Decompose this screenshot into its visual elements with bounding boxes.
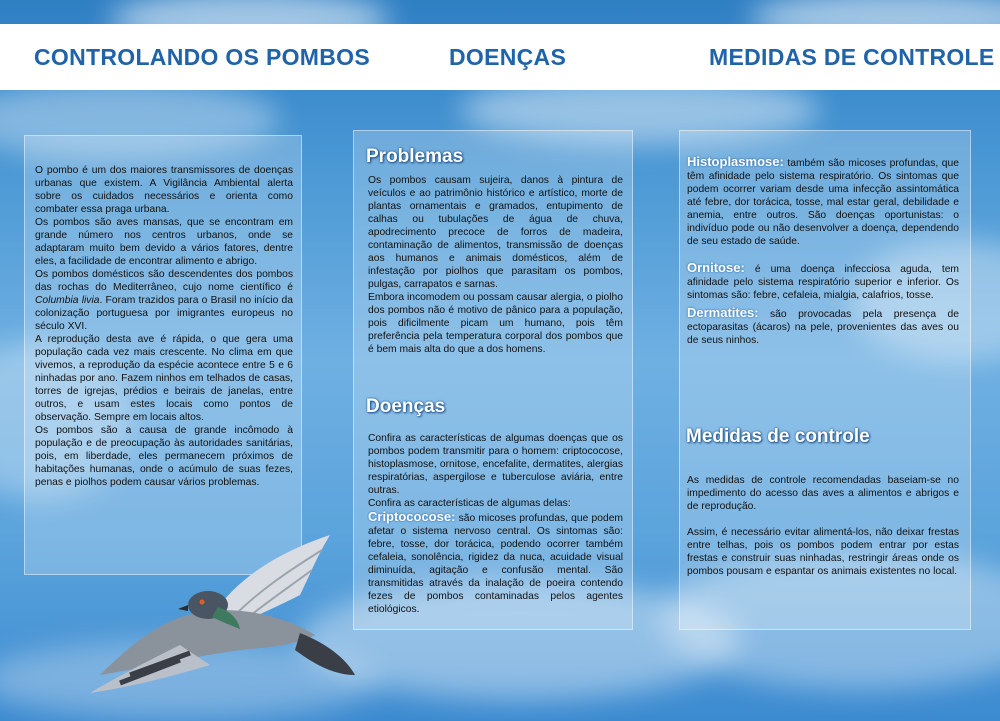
paragraph-reproducao: A reprodução desta ave é rápida, o que gera uma população cada vez mais crescente. No clima em que vivemos, a reprodução da espécie acontece entre 5 e 6 ninhadas por ano. Fazem ninhos em telhados de casas, torres de igrejas, prédios e beirais de janelas, entre outros, e usam estes locais como pontos de observação. Sempre em locais altos. xyxy=(35,334,293,423)
pigeon-illustration xyxy=(60,525,360,695)
heading-problemas: Problemas xyxy=(366,146,464,167)
doencas-paragraph-1: Confira as características de algumas doenças que os pombos podem transmitir para o homem: criptococose, histoplasmose, ornitose, encefalite, dermatites, alergias respiratórias, aspergilose e tuberculose aviária, entre outras. xyxy=(368,433,623,496)
doencas-text xyxy=(368,432,623,616)
title-doencas: DOENÇAS xyxy=(449,44,567,70)
problemas-paragraph-1: Os pombos causam sujeira, danos à pintura de veículos e ao patrimônio histórico e artístico, morte de plantas ornamentais e gramados, entupimento de calhas ou tubulações de água de chuva, apodrecimento precoce de forros de madeira, contaminação de alimentos, transmissão de doenças aos humanos e animais domésticos, além de infestação por piolhos que parasitam os pombos, pulgas, carrapatos e sarnas. xyxy=(368,175,623,290)
histoplasmose-paragraph: Histoplasmose: também são micoses profundas, que têm afinidade pelo sistema respiratório. Os sintomas que podem ocorrer variam desde uma infecção assintomática até febre, dor torácica, tosse, mal estar geral, debilidade e anemia, entre outros. São doenças oportunistas: o indivíduo pode ou não desenvolver a doença, dependendo de seu estado de saúde. xyxy=(687,154,959,247)
doencas-paragraph-2: Confira as características de algumas delas: xyxy=(368,498,571,509)
right-diseases-text xyxy=(687,155,959,347)
paragraph-incomodo: Os pombos são a causa de grande incômodo à população e de preocupação às autoridades sanitárias, pois, em liberdade, eles permanecem próximos de habitações humanas, onde o acúmulo de suas fezes, penas e piolhos podem causar vários problemas. xyxy=(35,425,293,488)
ornitose-paragraph: Ornitose: é uma doença infecciosa aguda, tem afinidade pelo sistema respiratório superior e inferior. Os sintomas são: febre, cefaleia, mialgia, calafrios, tosse. xyxy=(687,260,959,301)
problemas-paragraph-2: Embora incomodem ou possam causar alergia, o piolho dos pombos não é motivo de pânico para a população, pois dificilmente picam um humano, pois têm preferência pela temperatura corporal dos pombos que é bem mais alta do que a dos homens. xyxy=(368,292,623,355)
term-histoplasmose: Histoplasmose: xyxy=(687,154,784,169)
controle-text xyxy=(687,474,959,578)
header-banner xyxy=(0,24,1000,90)
paragraph-mansas: Os pombos são aves mansas, que se encontram em grande número nos centros urbanos, onde se adaptaram muito bem devido a vários fatores, dentre eles, a facilidade de encontrar alimento e abrigo. xyxy=(35,217,293,267)
controle-paragraph-2: Assim, é necessário evitar alimentá-los, não deixar frestas entre telhas, pois os pombos podem entrar por estas frestas e construir suas ninhadas, restringir áreas onde os pombos pousam e espantar os animais existentes no local. xyxy=(687,527,959,577)
term-criptococose: Criptococose: xyxy=(368,509,456,524)
title-controlando-os-pombos: CONTROLANDO OS POMBOS xyxy=(34,44,370,70)
term-ornitose: Ornitose: xyxy=(687,260,745,275)
species-name: Columbia livia xyxy=(35,295,100,306)
paragraph-origem: Os pombos domésticos são descendentes dos pombos das rochas do Mediterrâneo, cujo nome científico é Columbia livia. Foram trazidos para o Brasil no início da colonização portuguesa por imigrantes europeus no século XVI. xyxy=(35,269,293,332)
left-text xyxy=(35,164,293,489)
dermatites-paragraph: Dermatites: são provocadas pela presença de ectoparasitas (ácaros) na pele, provenientes das aves ou de seus ninhos. xyxy=(687,305,959,346)
intro-paragraph: O pombo é um dos maiores transmissores de doenças urbanas que existem. A Vigilância Ambiental alerta sobre os cuidados necessários e orienta como combater essa praga urbana. xyxy=(35,165,293,215)
heading-doencas: Doenças xyxy=(366,396,446,417)
criptococose-paragraph: Criptococose: são micoses profundas, que podem afetar o sistema nervoso central. Os sintomas são: febre, tosse, dor torácica, podendo ocorrer também cefaleia, sonolência, rigidez da nuca, acuidade visual diminuída, agitação e confusão mental. São transmitidas através da inalação de poeira contendo fezes de pombos contaminadas pelos agentes etiológicos. xyxy=(368,509,623,615)
heading-medidas-de-controle: Medidas de controle xyxy=(686,426,870,447)
term-dermatites: Dermatites: xyxy=(687,305,759,320)
title-medidas-de-controle: MEDIDAS DE CONTROLE xyxy=(709,44,995,70)
controle-paragraph-1: As medidas de controle recomendadas baseiam-se no impedimento do acesso das aves a alimentos e abrigos e de reprodução. xyxy=(687,475,959,512)
problemas-text xyxy=(368,174,623,356)
